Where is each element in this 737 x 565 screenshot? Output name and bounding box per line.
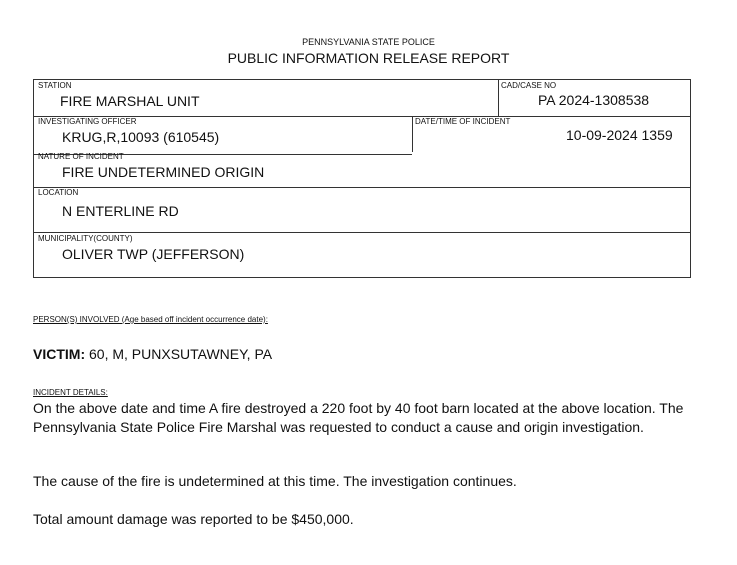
officer-label: INVESTIGATING OFFICER bbox=[38, 117, 137, 126]
location-label: LOCATION bbox=[38, 188, 79, 197]
report-title: PUBLIC INFORMATION RELEASE REPORT bbox=[227, 50, 510, 66]
form-divider bbox=[34, 232, 690, 233]
details-paragraph: Total amount damage was reported to be $450,000. bbox=[33, 511, 354, 527]
agency-name: PENNSYLVANIA STATE POLICE bbox=[302, 37, 435, 47]
form-divider bbox=[412, 116, 413, 152]
officer-value: KRUG,R,10093 (610545) bbox=[62, 129, 220, 145]
nature-label: NATURE OF INCIDENT bbox=[38, 152, 124, 161]
form-divider bbox=[34, 187, 690, 188]
case-no-value: PA 2024-1308538 bbox=[538, 92, 650, 108]
persons-involved-label: PERSON(S) INVOLVED (Age based off incident occurrence date): bbox=[33, 315, 268, 324]
form-divider bbox=[498, 80, 499, 116]
victim-value: 60, M, PUNXSUTAWNEY, PA bbox=[85, 346, 273, 362]
municipality-value: OLIVER TWP (JEFFERSON) bbox=[62, 246, 245, 262]
victim-label: VICTIM: bbox=[33, 346, 86, 362]
datetime-label: DATE/TIME OF INCIDENT bbox=[415, 117, 511, 126]
incident-details-label: INCIDENT DETAILS: bbox=[33, 388, 108, 397]
details-paragraph: The cause of the fire is undetermined at this time. The investigation continues. bbox=[33, 473, 517, 489]
municipality-label: MUNICIPALITY(COUNTY) bbox=[38, 234, 133, 243]
victim-line bbox=[33, 346, 272, 362]
datetime-value: 10-09-2024 1359 bbox=[566, 127, 673, 143]
location-value: N ENTERLINE RD bbox=[62, 203, 179, 219]
report-form bbox=[33, 79, 691, 278]
details-paragraph: On the above date and time A fire destroyed a 220 foot by 40 foot barn located at the above location. The Pennsylvania State Police Fire Marshal was requested to conduct a cause and origin investigation. bbox=[33, 400, 684, 435]
station-label: STATION bbox=[38, 81, 72, 90]
nature-value: FIRE UNDETERMINED ORIGIN bbox=[62, 164, 265, 180]
case-no-label: CAD/CASE NO bbox=[501, 81, 557, 90]
station-value: FIRE MARSHAL UNIT bbox=[60, 93, 200, 109]
